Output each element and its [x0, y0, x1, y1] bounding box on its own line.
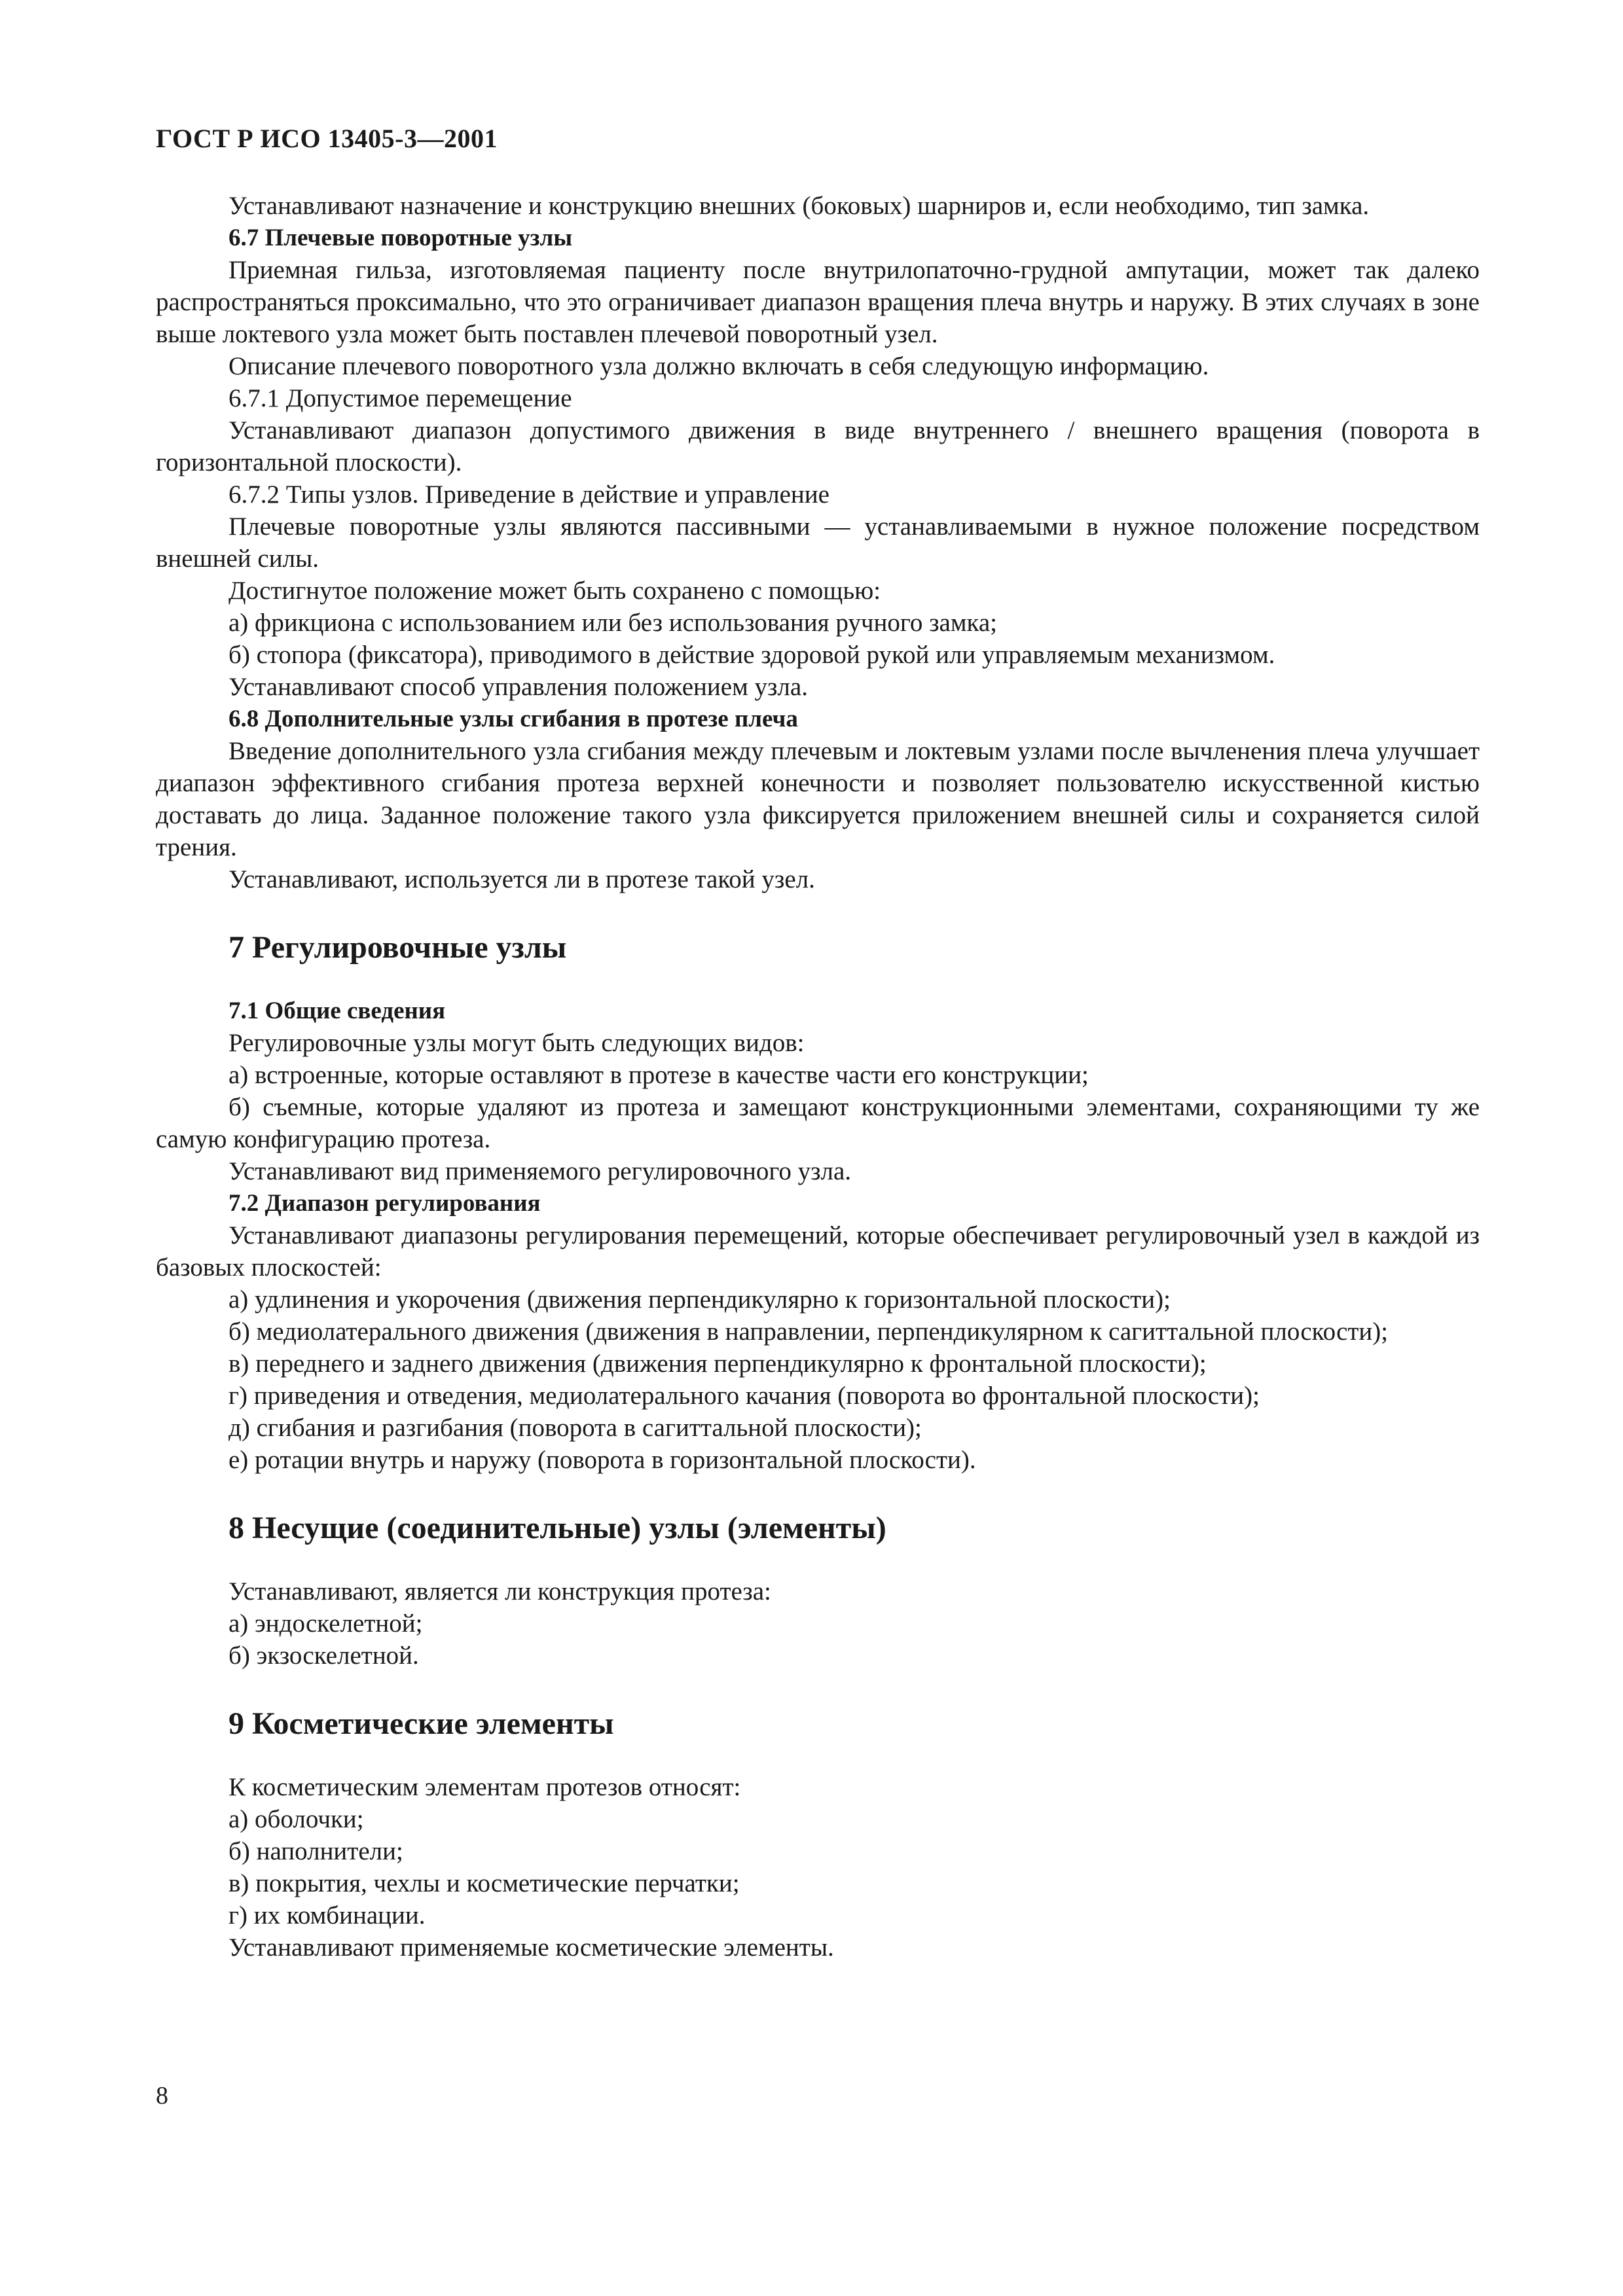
paragraph: а) фрикциона с использованием или без использования ручного замка;	[228, 609, 997, 637]
section-heading: 9 Косметические элементы	[228, 1706, 614, 1741]
spacer	[156, 1744, 1480, 1771]
paragraph: а) встроенные, которые оставляют в протезе в качестве части его конструкции;	[228, 1061, 1089, 1089]
paragraph: Приемная гильза, изготовляемая пациенту после внутрилопаточно-грудной ампутации, может так далеко распространяться проксимально, что это ограничивает диапазон вращения плеча внутрь и наружу. В этих случаях в зоне выше локтевого узла может быть поставлен плечевой поворотный узел.	[156, 256, 1480, 348]
paragraph: 6.7.1 Допустимое перемещение	[228, 384, 572, 412]
paragraph: б) съемные, которые удаляют из протеза и замещают конструкционными элементами, сохраняющими ту же самую конфигурацию протеза.	[156, 1093, 1480, 1153]
spacer	[156, 1672, 1480, 1704]
spacer	[156, 895, 1480, 928]
paragraph: а) оболочки;	[228, 1805, 364, 1833]
page-header: ГОСТ Р ИСО 13405-3—2001	[156, 124, 498, 153]
paragraph: г) приведения и отведения, медиолатерального качания (поворота во фронтальной плоскости);	[228, 1382, 1260, 1410]
spacer	[156, 1548, 1480, 1575]
paragraph: в) переднего и заднего движения (движения перпендикулярно к фронтальной плоскости);	[228, 1350, 1207, 1378]
paragraph: б) медиолатерального движения (движения в направлении, перпендикулярном к сагиттальной плоскости);	[228, 1318, 1389, 1346]
subsection-heading: 6.7 Плечевые поворотные узлы	[228, 224, 573, 251]
paragraph: г) их комбинации.	[228, 1901, 426, 1929]
document-body	[156, 190, 1480, 1964]
paragraph: Регулировочные узлы могут быть следующих видов:	[228, 1029, 805, 1057]
paragraph: Введение дополнительного узла сгибания между плечевым и локтевым узлами после вычленения плеча улучшает диапазон эффективного сгибания протеза верхней конечности и позволяет пользователю искусственной кистью доставать до лица. Заданное положение такого узла фиксируется приложением внешней силы и сохраняется силой трения.	[156, 737, 1480, 861]
paragraph: а) эндоскелетной;	[228, 1609, 423, 1638]
paragraph: Устанавливают, используется ли в протезе такой узел.	[228, 865, 815, 893]
paragraph: б) стопора (фиксатора), приводимого в действие здоровой рукой или управляемым механизмом.	[228, 641, 1275, 669]
paragraph: в) покрытия, чехлы и косметические перчатки;	[228, 1869, 740, 1897]
paragraph: Устанавливают назначение и конструкцию внешних (боковых) шарниров и, если необходимо, тип замка.	[228, 192, 1370, 220]
paragraph: Устанавливают диапазоны регулирования перемещений, которые обеспечивает регулировочный узел в каждой из базовых плоскостей:	[156, 1221, 1480, 1282]
subsection-heading: 7.2 Диапазон регулирования	[228, 1190, 541, 1217]
paragraph: а) удлинения и укорочения (движения перпендикулярно к горизонтальной плоскости);	[228, 1285, 1171, 1314]
paragraph: Устанавливают, является ли конструкция протеза:	[228, 1577, 771, 1605]
paragraph: е) ротации внутрь и наружу (поворота в горизонтальной плоскости).	[228, 1446, 976, 1474]
paragraph: Устанавливают вид применяемого регулировочного узла.	[228, 1157, 852, 1185]
paragraph: Достигнутое положение может быть сохранено с помощью:	[228, 577, 881, 605]
paragraph: Устанавливают способ управления положением узла.	[228, 673, 808, 701]
spacer	[156, 967, 1480, 995]
paragraph: Описание плечевого поворотного узла должно включать в себя следующую информацию.	[228, 352, 1209, 380]
paragraph: Устанавливают применяемые косметические элементы.	[228, 1933, 834, 1962]
paragraph: Устанавливают диапазон допустимого движения в виде внутреннего / внешнего вращения (поворота в горизонтальной плоскости).	[156, 416, 1480, 476]
paragraph: б) экзоскелетной.	[228, 1641, 419, 1670]
section-heading: 7 Регулировочные узлы	[228, 930, 567, 965]
paragraph: 6.7.2 Типы узлов. Приведение в действие и управление	[228, 480, 830, 509]
subsection-heading: 6.8 Дополнительные узлы сгибания в протезе плеча	[228, 706, 798, 732]
section-heading: 8 Несущие (соединительные) узлы (элементы)	[228, 1511, 886, 1545]
spacer	[156, 1476, 1480, 1509]
paragraph: д) сгибания и разгибания (поворота в сагиттальной плоскости);	[228, 1414, 922, 1442]
subsection-heading: 7.1 Общие сведения	[228, 997, 446, 1024]
paragraph: Плечевые поворотные узлы являются пассивными — устанавливаемыми в нужное положение посредством внешней силы.	[156, 512, 1480, 573]
paragraph: К косметическим элементам протезов относят:	[228, 1773, 741, 1801]
page-number: 8	[156, 2082, 168, 2109]
paragraph: б) наполнители;	[228, 1837, 403, 1865]
